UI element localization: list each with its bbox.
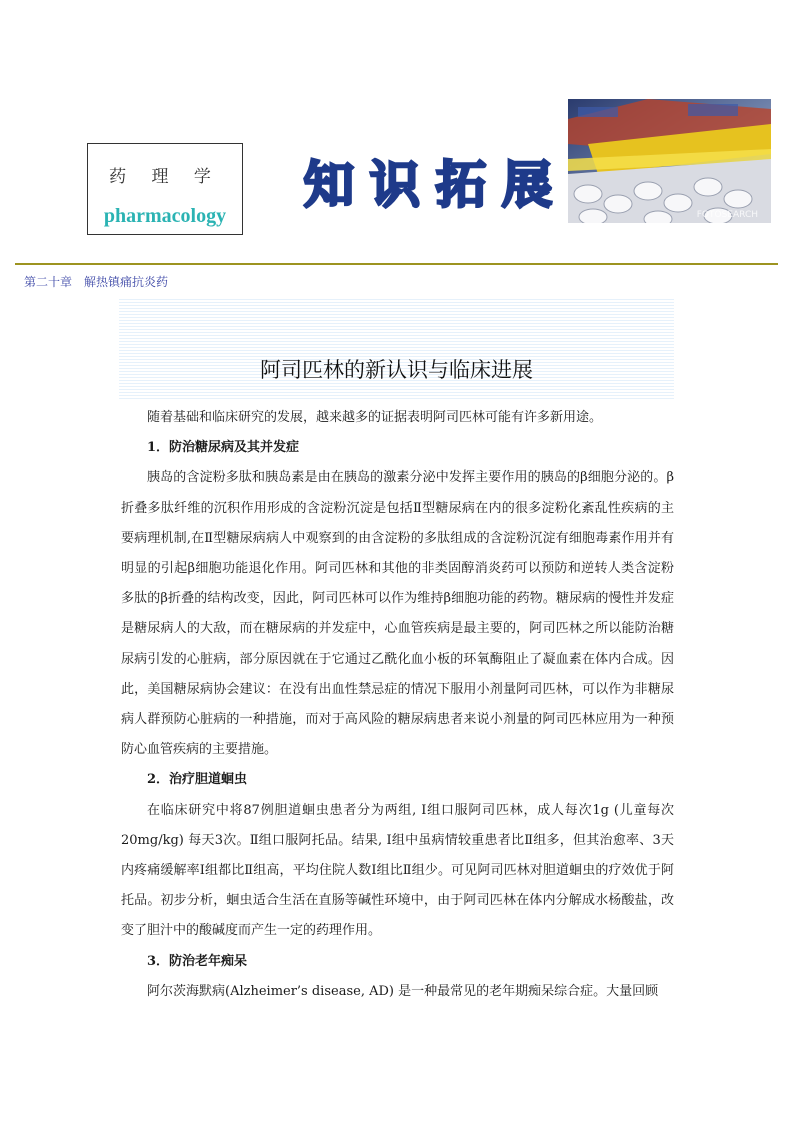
banner-char-2: 识 xyxy=(370,156,422,214)
banner-char-1: 知 xyxy=(304,156,356,214)
section-body-3: 阿尔茨海默病(Alzheimer’s disease, AD) 是一种最常见的老年期痴呆综合症。大量回顾 xyxy=(147,983,659,999)
photo-watermark: FOTOSEARCH xyxy=(696,210,758,220)
pill-blister-photo xyxy=(568,99,771,223)
section-body-1: 胰岛的含淀粉多肽和胰岛素是由在胰岛的激素分泌中发挥主要作用的胰岛的β细胞分泌的。β折叠多肽纤维的沉积作用形成的含淀粉沉淀是包括Ⅱ型糖尿病在内的很多淀粉化紊乱性疾病的主要病理机制,在Ⅱ型糖尿病病人中观察到的由含淀粉的多肽组成的含淀粉沉淀有细胞毒素作用并有明显的引起β细胞功能退化作用。阿司匹林和其他的非类固醇消炎药可以预防和逆转人类含淀粉多肽的β折叠的结构改变，因此，阿司匹林可以作为维持β细胞功能的药物。糖尿病的慢性并发症是糖尿病人的大敌，而在糖尿病的并发症中，心血管疾病是最主要的，阿司匹林之所以能防治糖尿病引发的心脏病，部分原因就在于它通过乙酰化血小板的环氧酶阻止了凝血素在体内合成。因此，美国糖尿病协会建议：在没有出血性禁忌症的情况下服用小剂量阿司匹林，可以作为非糖尿病人群预防心脏病的一种措施，而对于高风险的糖尿病患者来说小剂量的阿司匹林应用为一种预防心血管疾病的主要措施。 xyxy=(121,470,674,758)
article-body xyxy=(121,403,674,1007)
section-body-2: 在临床研究中将87例胆道蛔虫患者分为两组, Ⅰ组口服阿司匹林，成人每次1g (儿童每次20mg/kg) 每天3次。Ⅱ组口服阿托品。结果, Ⅰ组中虽病情较重患者比Ⅱ组多，但其治愈率、3天内疼痛缓解率Ⅰ组都比Ⅱ组高，平均住院人数Ⅰ组比Ⅱ组少。可见阿司匹林对胆道蛔虫的疗效优于阿托品。初步分析，蛔虫适合生活在直肠等碱性环境中，由于阿司匹林在体内分解成水杨酸盐，改变了胆汁中的酸碱度而产生一定的药理作用。 xyxy=(121,802,674,939)
banner-char-3: 拓 xyxy=(436,156,488,214)
header-divider xyxy=(15,263,778,265)
section-heading-1: 1．防治糖尿病及其并发症 xyxy=(147,440,300,456)
banner-char-4: 展 xyxy=(502,156,554,214)
logo-english-text: pharmacology xyxy=(103,205,227,227)
logo-box xyxy=(87,143,243,235)
intro-paragraph: 随着基础和临床研究的发展，越来越多的证据表明阿司匹林可能有许多新用途。 xyxy=(147,410,603,425)
section-heading-3: 3．防治老年痴呆 xyxy=(147,953,248,969)
pill-photo-illustration xyxy=(568,99,771,223)
logo-chinese-text: 药 理 学 xyxy=(109,167,221,187)
section-heading-2: 2．治疗胆道蛔虫 xyxy=(147,772,248,788)
article-title: 阿司匹林的新认识与临床进展 xyxy=(260,358,533,382)
chapter-label: 第二十章 解热镇痛抗炎药 xyxy=(24,275,169,289)
banner-title xyxy=(304,148,554,214)
title-band xyxy=(119,299,674,400)
